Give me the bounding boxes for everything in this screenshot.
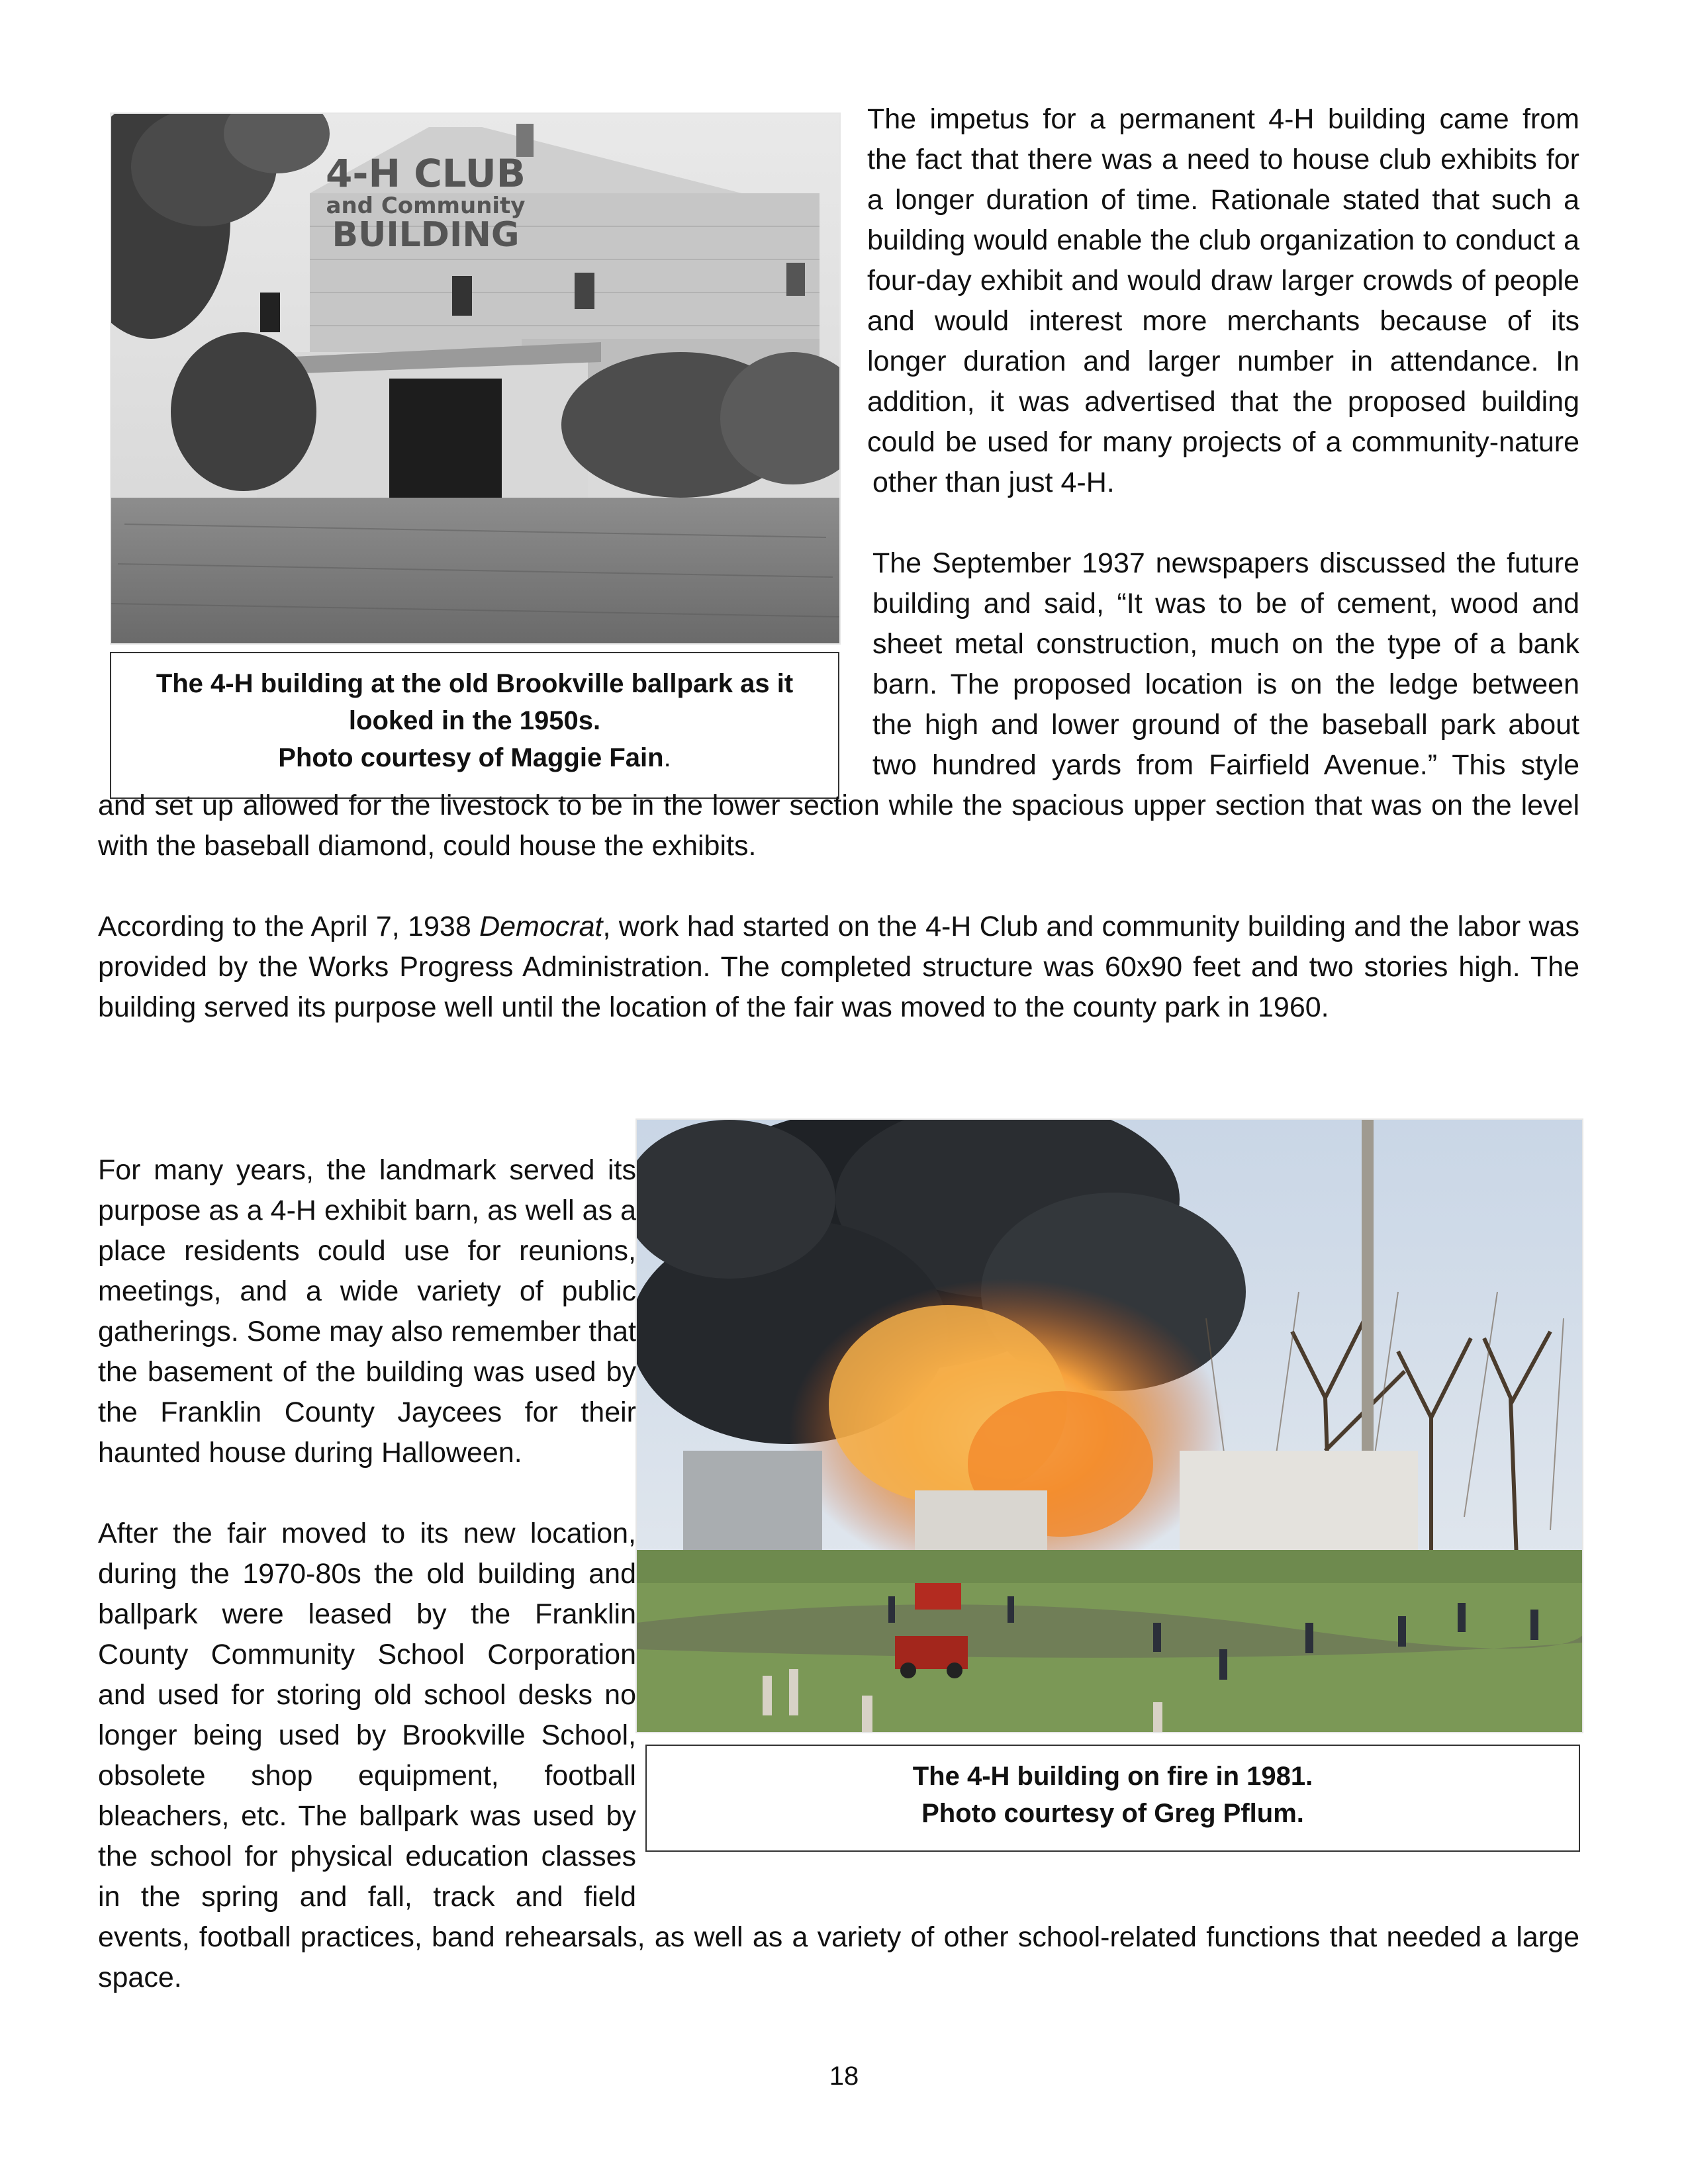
float-spacer-photo2 (636, 1150, 1579, 1885)
photo-1-caption-line1: The 4-H building at the old Brookville ballpark as it (156, 669, 794, 698)
para3-before: According to the April 7, 1938 (98, 911, 480, 942)
paragraph-landmark: For many years, the landmark served its purpose as a 4-H exhibit barn, as well as a place residents could use for reunions, meetings, and a wide variety of public gatherings. Some may also remember that the basement of the building was used by the Franklin County Jaycees for their haunted house during Halloween. (98, 1154, 636, 1469)
top-text-column (98, 99, 1579, 1028)
photo-1-credit: Photo courtesy of Maggie Fain (278, 743, 664, 772)
photo-2-caption-line1: The 4-H building on fire in 1981. (912, 1762, 1313, 1791)
photo-2-caption-line2: Photo courtesy of Greg Pflum. (921, 1799, 1304, 1828)
float-spacer-a (98, 99, 867, 291)
sign-text-line1: 4-H CLUB (326, 151, 526, 196)
photo-1-caption-line2: looked in the 1950s. (348, 706, 601, 735)
para3-after: , work had started on the 4-H Club and community building and the labor was provided by the Works Progress Administration. The completed structure was 60x90 feet and two stories high. The building served its purpose well until the location of the fair was moved to the county park in 1960. (98, 911, 1579, 1023)
sign-text-line2: and Community (326, 193, 526, 219)
paragraph-impetus: The impetus for a permanent 4-H building came from the fact that there was a need to house club exhibits for a longer duration of time. Rationale stated that such a building would enable the club organization to conduct a four-day exhibit and would draw larger crowds of people and would interest more merchants because of its longer duration and larger number in attendance. In addition, it was advertised that the proposed building could be used for many projects of a community-nature other than just 4-H. (867, 103, 1579, 498)
float-spacer-b (98, 291, 867, 490)
photo-1-credit-period: . (663, 743, 671, 772)
paragraph-april-1938 (98, 907, 1579, 1028)
democrat-newspaper-title: Democrat (479, 911, 603, 942)
page-number: 18 (829, 2062, 859, 2091)
float-spacer-c (98, 490, 872, 749)
bottom-text-column (98, 1150, 1579, 1998)
paragraph-after-fair-moved: After the fair moved to its new location, during the 1970-80s the old building and ballpark were leased by the Franklin County Community School Corporation and used for storing old school desks no longer being used by Brookville School, obsolete shop equipment, football bleachers, etc. The ballpark was used by the school for physical education classes in the spring and fall, track and field events, football practices, band rehearsals, as well as a variety of other school-related functions that needed a large space. (98, 1518, 1579, 1993)
sign-text-line3: BUILDING (332, 215, 520, 255)
paragraph-september-1937: The September 1937 newspapers discussed the future building and said, “It was to be of cement, wood and sheet metal construction, much on the type of a bank barn. The proposed location is on the ledge between the high and lower ground of the baseball park about two hundred yards from Fairfield Avenue.” This style and set up allowed for the livestock to be in the lower section while the spacious upper section that was on the level with the baseball diamond, could house the exhibits. (98, 547, 1579, 862)
